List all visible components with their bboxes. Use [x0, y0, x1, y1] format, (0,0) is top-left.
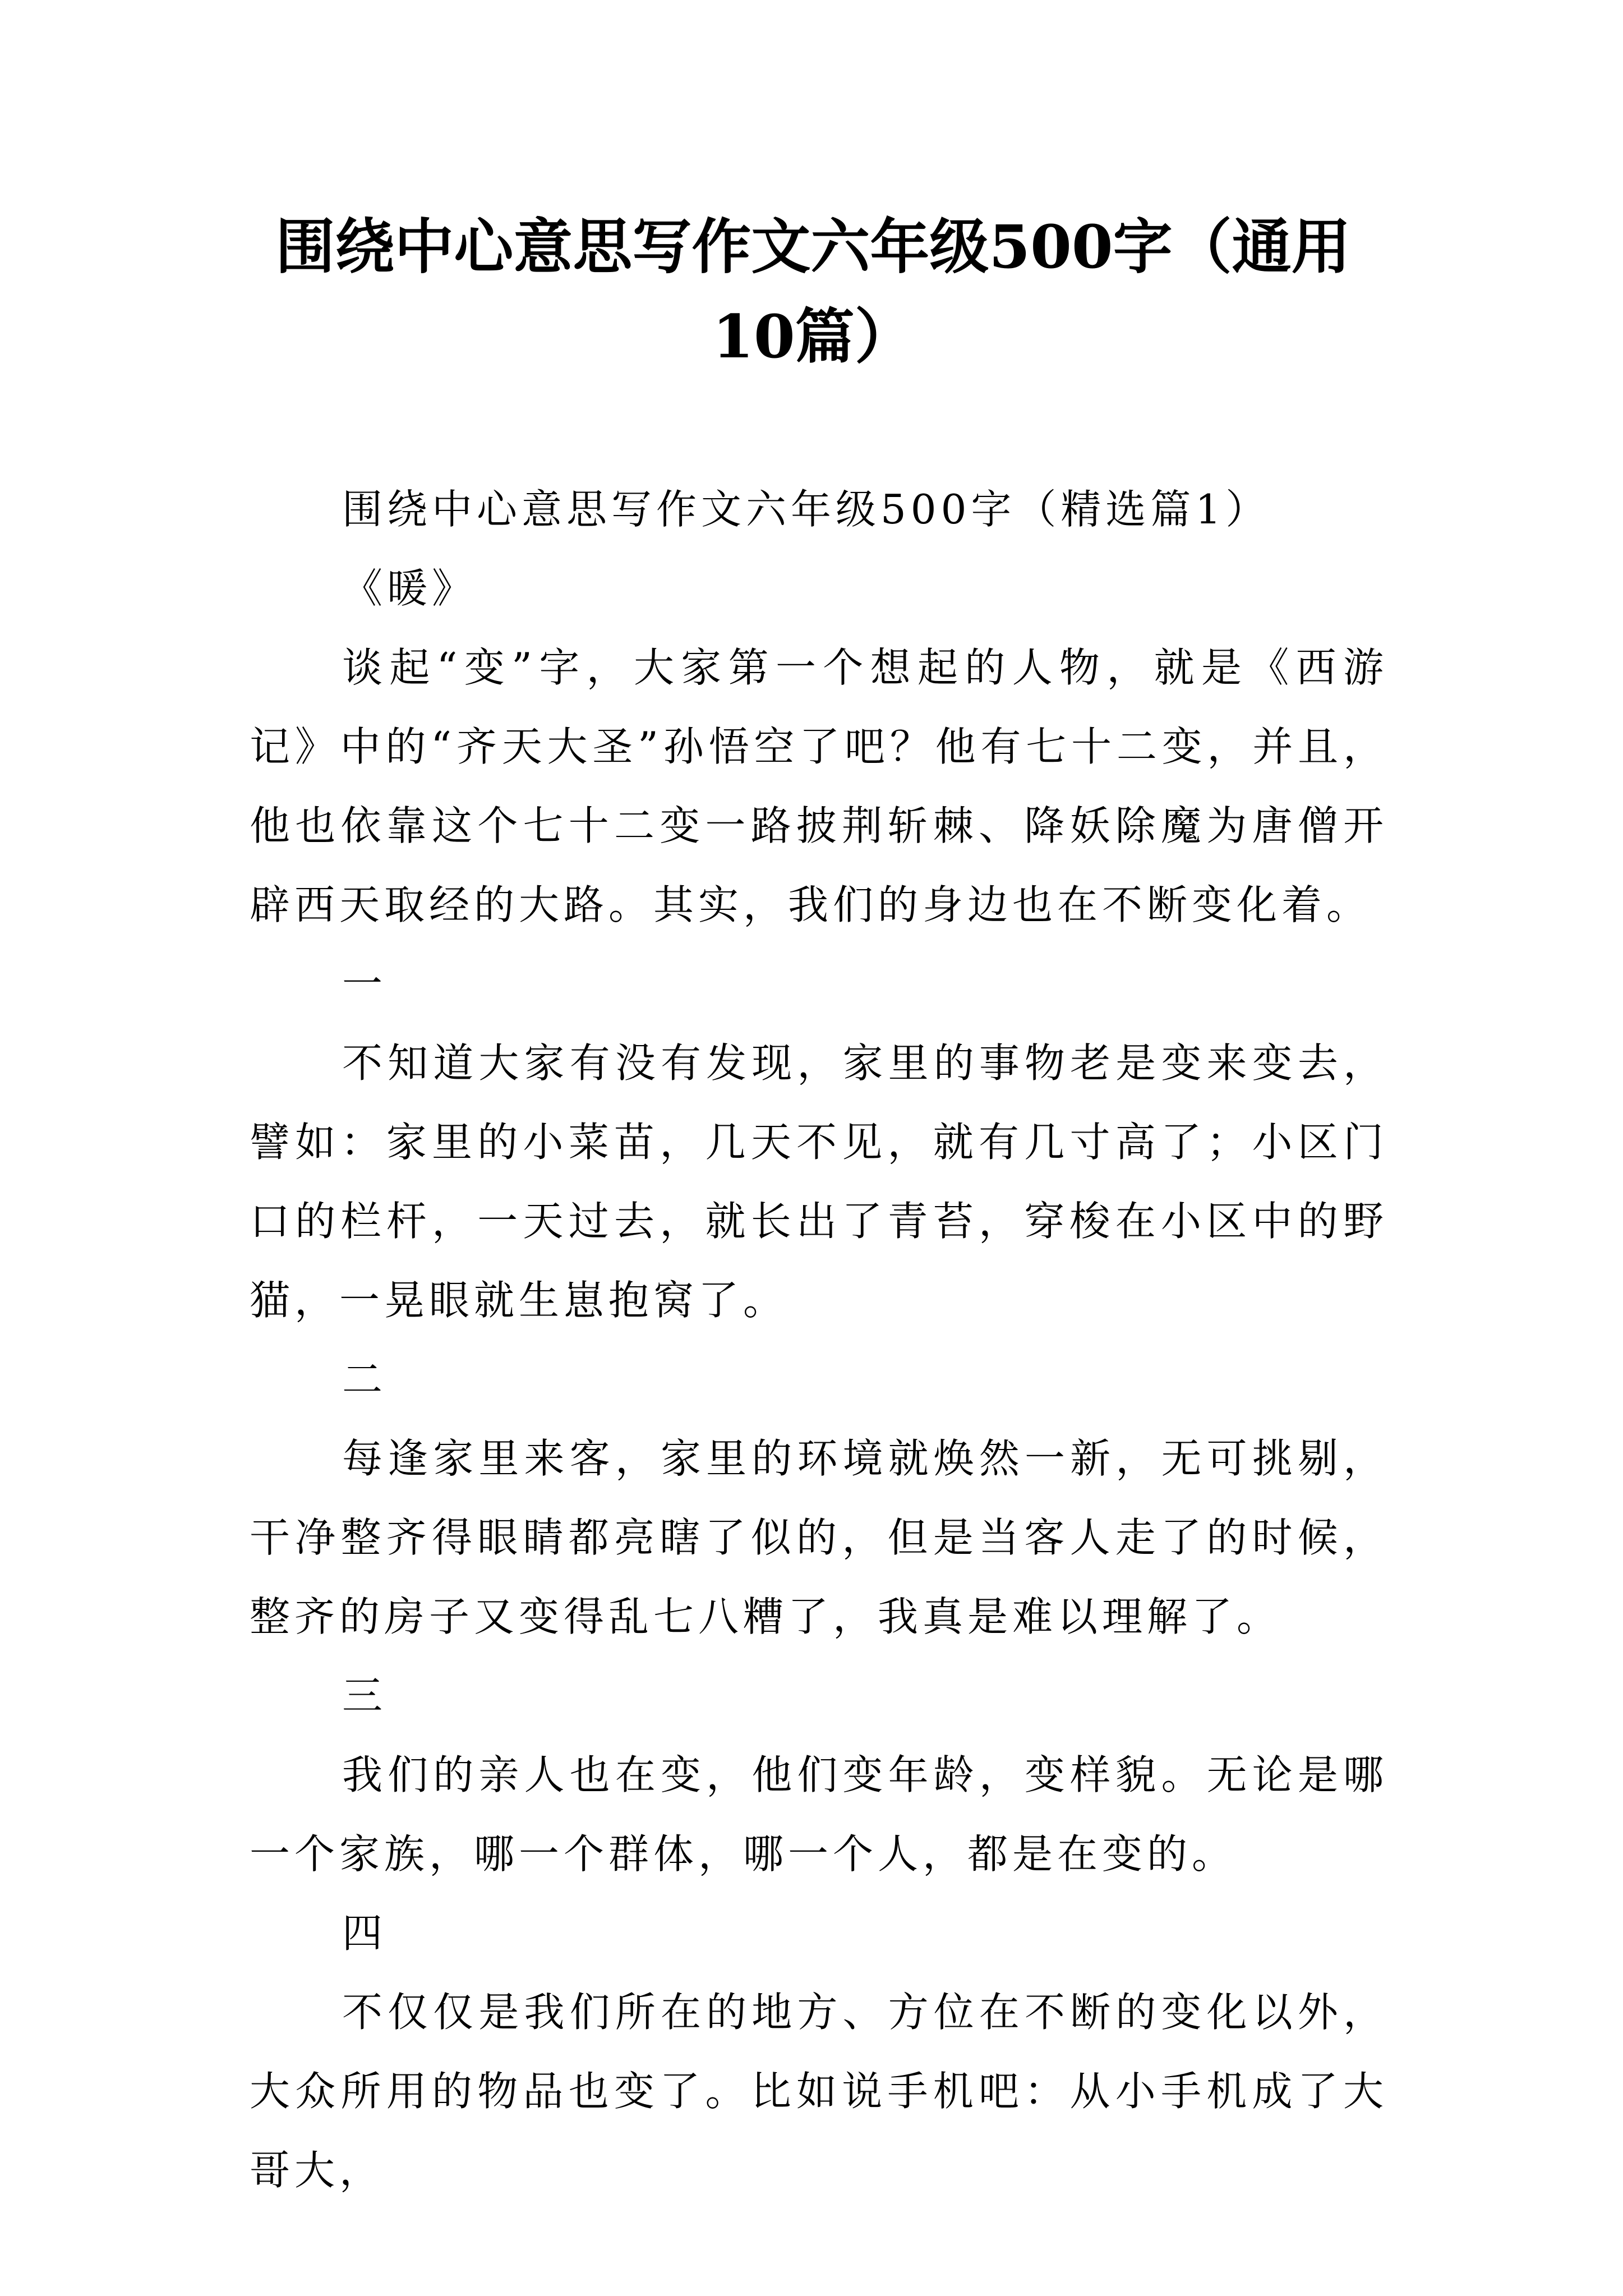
body-paragraph: 我们的亲人也在变，他们变年龄，变样貌。无论是哪一个家族，哪一个群体，哪一个人，都是在变的。 — [250, 1751, 1388, 1878]
part-number: 一 — [342, 960, 388, 1007]
document-title: 围绕中心意思写作文六年级500字（通用10篇） — [275, 211, 1351, 371]
section-heading: 围绕中心意思写作文六年级500字（精选篇1） — [342, 486, 1271, 533]
body-paragraph: 不知道大家有没有发现，家里的事物老是变来变去，譬如：家里的小菜苗，几天不见，就有几寸高了；小区门口的栏杆，一天过去，就长出了青苔，穿梭在小区中的野猫，一晃眼就生崽抱窝了。 — [250, 1039, 1388, 1324]
part-number: 四 — [342, 1910, 388, 1957]
part-number: 二 — [342, 1356, 388, 1403]
body-paragraph: 谈起“变”字，大家第一个想起的人物，就是《西游记》中的“齐天大圣”孙悟空了吧？他有七十二变，并且，他也依靠这个七十二变一路披荆斩棘、降妖除魔为唐僧开辟西天取经的大路。其实，我们的身边也在不断变化着。 — [250, 644, 1388, 928]
essay-title: 《暖》 — [342, 565, 477, 612]
body-paragraph: 不仅仅是我们所在的地方、方位在不断的变化以外，大众所用的物品也变了。比如说手机吧：从小手机成了大哥大， — [250, 1989, 1388, 2194]
document-body — [250, 470, 1388, 2210]
part-number: 三 — [342, 1672, 388, 1719]
body-paragraph: 每逢家里来客，家里的环境就焕然一新，无可挑剔，干净整齐得眼睛都亮瞎了似的，但是当客人走了的时候，整齐的房子又变得乱七八糟了，我真是难以理解了。 — [250, 1435, 1388, 1640]
